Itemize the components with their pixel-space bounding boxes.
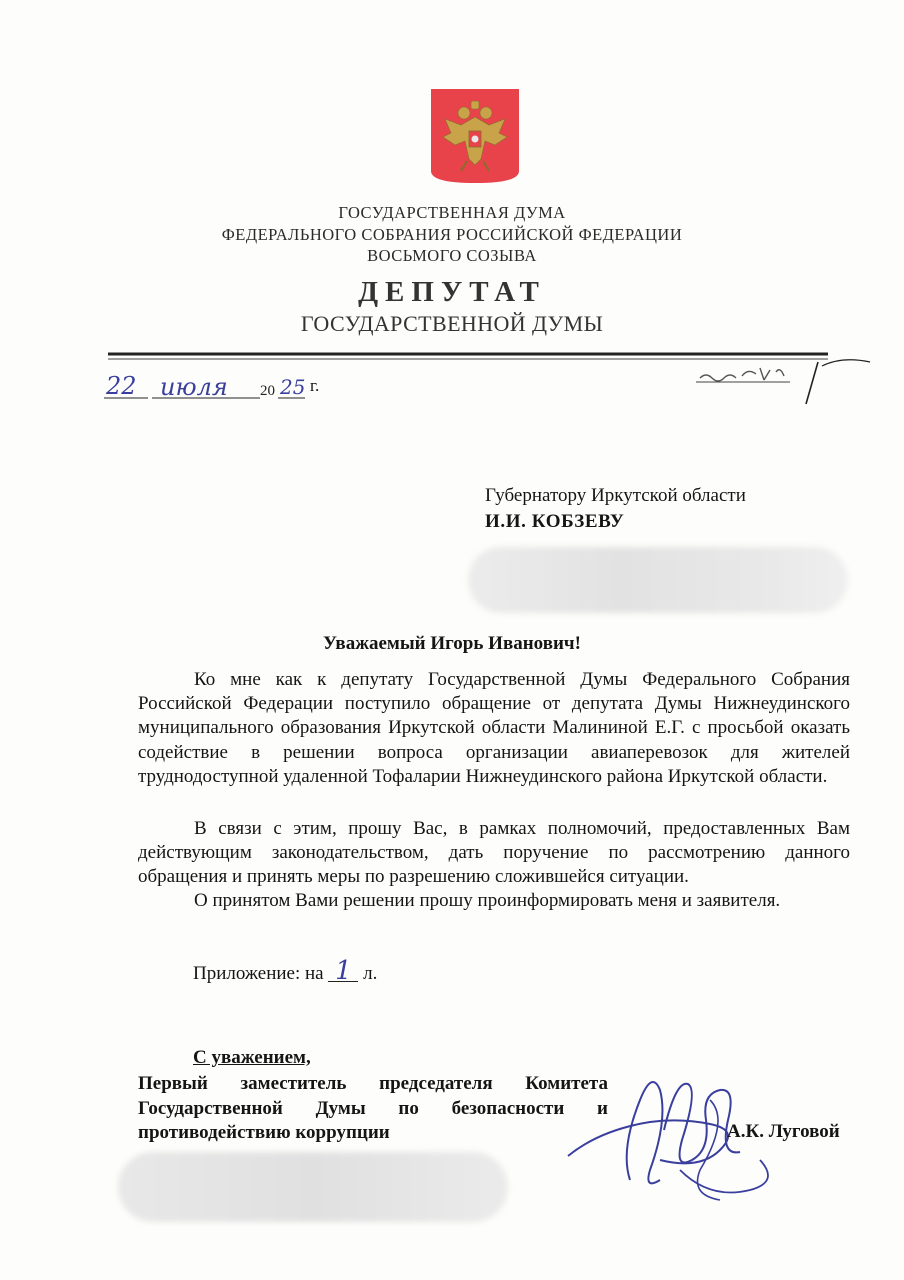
addressee-title: Губернатору Иркутской области [485,485,746,506]
body-paragraph-2: В связи с этим, прошу Вас, в рамках полномочий, предоставленных Вам действующим законодательством, дать поручение по рассмотрению данного обращения и принять меры по разрешению сложившейся ситуации. [138,818,850,888]
header-line-2: ФЕДЕРАЛЬНОГО СОБРАНИЯ РОССИЙСКОЙ ФЕДЕРАЦИИ [221,225,683,244]
header-line-3: ВОСЬМОГО СОЗЫВА [367,246,537,265]
page-title: ДЕПУТАТ [358,276,546,308]
date-year-suffix: 25 [280,375,306,399]
attachment-count: 1 [328,961,358,982]
registration-number-scribble [690,348,880,408]
handwritten-date [100,368,330,402]
date-year-prefix: 20 [260,383,275,399]
attachment-prefix: Приложение: на [193,963,324,984]
greeting: Уважаемый Игорь Иванович! [323,633,581,654]
coat-of-arms-icon [431,89,519,183]
position-line-2: Государственной Думы по безопасности и [138,1097,608,1119]
body-paragraph-1: Ко мне как к депутату Государственной Думы Федерального Собрания Российской Федерации поступило обращение от депутата Думы Нижнеудинского муниципального образования Иркутской области Малининой Е.Г. с просьбой оказать содействие в решении вопроса организации авиаперевозок для жителей труднодоступной удаленной Тофаларии Нижнеудинского района Иркутской области. [138,669,850,787]
attachment-suffix: л. [363,963,378,984]
attachment-line [193,956,378,986]
signer-position [138,1072,608,1146]
signer-name: А.К. Луговой [727,1121,840,1142]
position-line-3: противодействию коррупции [138,1122,390,1143]
redacted-block [118,1152,508,1222]
header-line-1: ГОСУДАРСТВЕННАЯ ДУМА [338,203,566,222]
page-subtitle: ГОСУДАРСТВЕННОЙ ДУМЫ [300,311,604,336]
date-suffix: г. [310,376,320,395]
addressee-name: И.И. КОБЗЕВУ [485,511,625,532]
redacted-block [468,547,848,613]
closing-regards: С уважением, [193,1047,311,1068]
date-month: июля [160,373,228,401]
date-day: 22 [106,372,137,400]
body-paragraph-3: О принятом Вами решении прошу проинформировать меня и заявителя. [194,890,781,911]
position-line-1: Первый заместитель председателя Комитета [138,1073,608,1094]
